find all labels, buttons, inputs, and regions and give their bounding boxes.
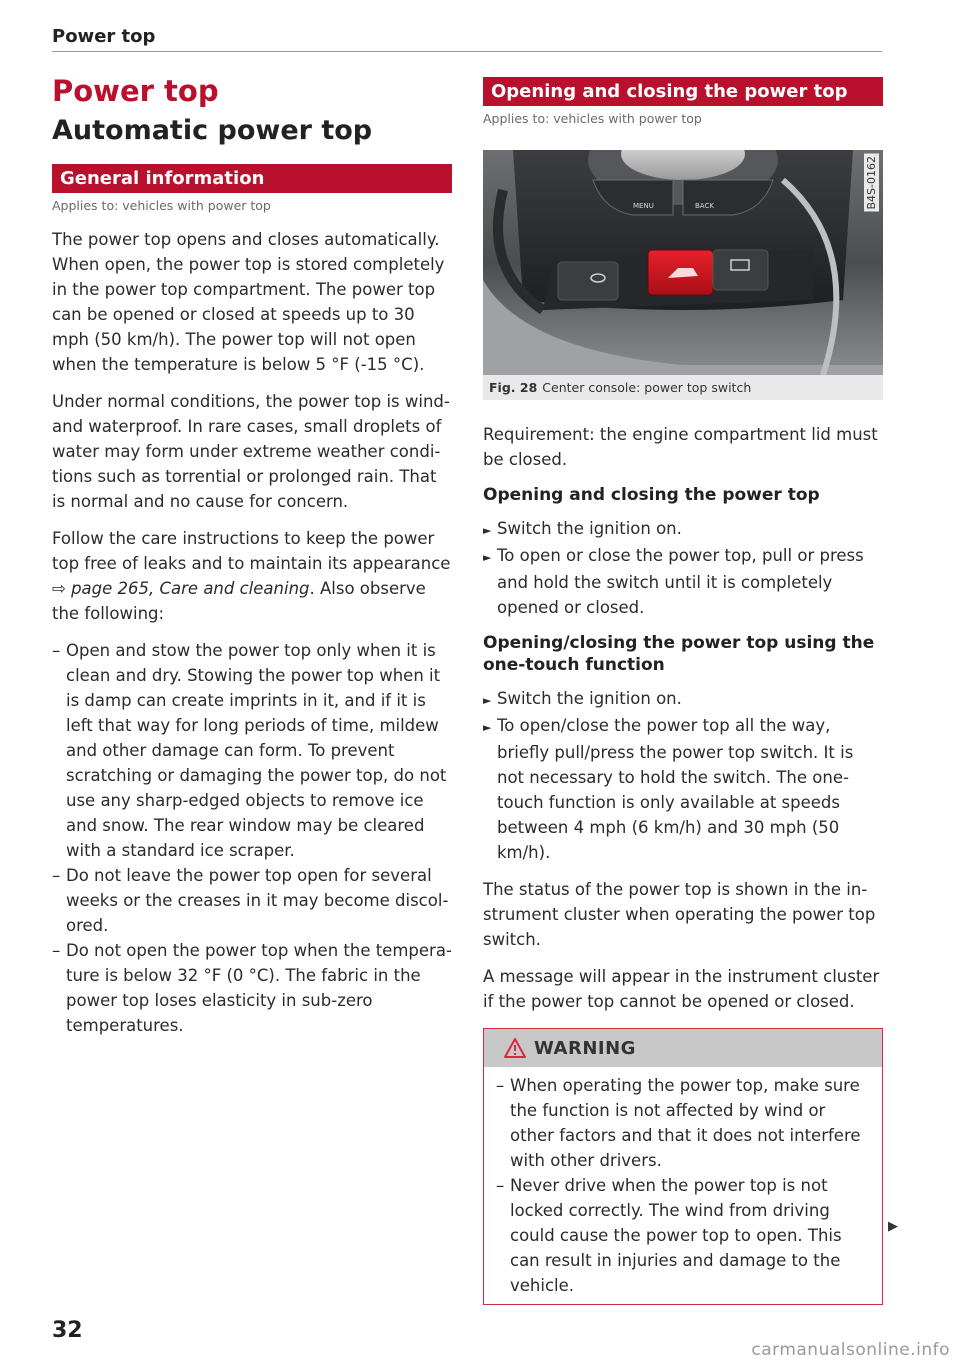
- list-item: ► Switch the ignition on.: [483, 516, 883, 543]
- paragraph: The power top opens and closes automatically. When open, the power top is stored completely in the power top compartment. The power top can be opened or closed at speeds up to 30 mph (50 km/h). The power top will not open when the temperature is below 5 °F (-15 °C).: [52, 230, 445, 374]
- paragraph: [52, 526, 452, 626]
- continued-arrow-icon: ▶: [888, 1219, 898, 1234]
- paragraph-text: Follow the care instructions to keep the power top free of leaks and to maintain its appearance: [52, 529, 451, 573]
- list-item: – Open and stow the power top only when it is clean and dry. Stowing the power top when it is damp can create imprints in it, and if it is left that way for long periods of time, mildew and other damage can form. To prevent scratching or damaging the power top, do not use any sharp-edged objects to remove ice and snow. The rear window may be cleared with a standard ice scraper.: [52, 638, 452, 863]
- subheading-open-close: Opening and closing the power top: [483, 485, 820, 505]
- figure-caption-text: Center console: power top switch: [542, 380, 752, 395]
- arrow-bullet-icon: ►: [483, 694, 492, 707]
- list-item: – When operating the power top, make sure the function is not affected by wind or other factors and that it does not interfere with other drivers.: [496, 1073, 874, 1173]
- watermark: carmanualsonline.info: [751, 1340, 950, 1360]
- dash-bullet: –: [496, 1076, 505, 1095]
- dash-bullet: –: [52, 866, 61, 885]
- dash-bullet: –: [496, 1176, 505, 1195]
- center-console-photo: [483, 150, 883, 375]
- warning-list: [496, 1073, 874, 1298]
- list-item: – Do not leave the power top open for several weeks or the creases in it may become discolored.: [52, 863, 452, 938]
- header-rule: [52, 51, 882, 52]
- cross-reference-link[interactable]: ⇨ page 265, Care and cleaning: [52, 579, 310, 598]
- arrow-bullet-icon: ►: [483, 551, 492, 564]
- menu-button-label: MENU: [633, 202, 654, 210]
- applies-note: Applies to: vehicles with power top: [483, 111, 702, 126]
- chapter-subtitle: Automatic power top: [52, 115, 373, 146]
- arrow-bullet-icon: ►: [483, 721, 492, 734]
- center-console-illustration: [483, 150, 883, 375]
- left-column: [52, 74, 452, 1038]
- warning-body: [484, 1067, 882, 1304]
- list-item: – Do not open the power top when the temperature is below 32 °F (0 °C). The fabric in the power top loses elasticity in sub-zero temperatures.: [52, 938, 452, 1038]
- warning-header: [484, 1029, 882, 1067]
- dash-bullet: –: [52, 941, 61, 960]
- list-item: ► To open/close the power top all the way, briefly pull/press the power top switch. It is not necessary to hold the switch. The one-touch function is only available at speeds between 4 mph (6 km/h) and 30 mph (50 km/h).: [483, 716, 854, 862]
- applies-note: Applies to: vehicles with power top: [52, 198, 271, 213]
- list-item: – Never drive when the power top is not locked correctly. The wind from driving could cause the power top to open. This can result in injuries and damage to the vehicle.: [496, 1173, 874, 1298]
- paragraph: The status of the power top is shown in the instrument cluster when operating the power top switch.: [483, 880, 876, 949]
- list-item: ► Switch the ignition on.: [483, 686, 883, 713]
- warning-box: [483, 1028, 883, 1305]
- list-item: ► To open or close the power top, pull or press and hold the switch until it is completely opened or closed.: [483, 546, 864, 617]
- dash-bullet: –: [52, 641, 61, 660]
- paragraph-text: . Also observe the following:: [52, 579, 426, 623]
- paragraph: Requirement: the engine compartment lid must be closed.: [483, 425, 878, 469]
- running-head: Power top: [52, 26, 156, 47]
- right-column: [483, 77, 883, 1305]
- care-list: [52, 638, 452, 1038]
- back-button-label: BACK: [695, 202, 714, 210]
- console-button-left: [558, 262, 618, 300]
- section-bar-opening-closing: Opening and closing the power top: [483, 77, 883, 106]
- subheading-one-touch: Opening/closing the power top using the one-touch function: [483, 633, 875, 675]
- arrow-bullet-icon: ►: [483, 524, 492, 537]
- warning-title: WARNING: [534, 1037, 636, 1059]
- figure-number: Fig. 28: [489, 380, 538, 395]
- figure-caption: [489, 380, 751, 395]
- section-bar-general-information: General information: [52, 164, 452, 193]
- figure-id: B4S-0162: [865, 156, 878, 210]
- paragraph: Under normal conditions, the power top is wind- and waterproof. In rare cases, small droplets of water may form under extreme weather conditions such as torrential or prolonged rain. That is normal and no cause for concern.: [52, 392, 450, 511]
- page-number: 32: [52, 1318, 83, 1343]
- warning-triangle-icon: [504, 1038, 526, 1058]
- figure-28: [483, 150, 883, 400]
- page-title: Power top: [52, 74, 219, 108]
- steps-one-touch: [483, 686, 883, 865]
- steps-open-close: [483, 516, 883, 620]
- paragraph: A message will appear in the instrument cluster if the power top cannot be opened or closed.: [483, 967, 880, 1011]
